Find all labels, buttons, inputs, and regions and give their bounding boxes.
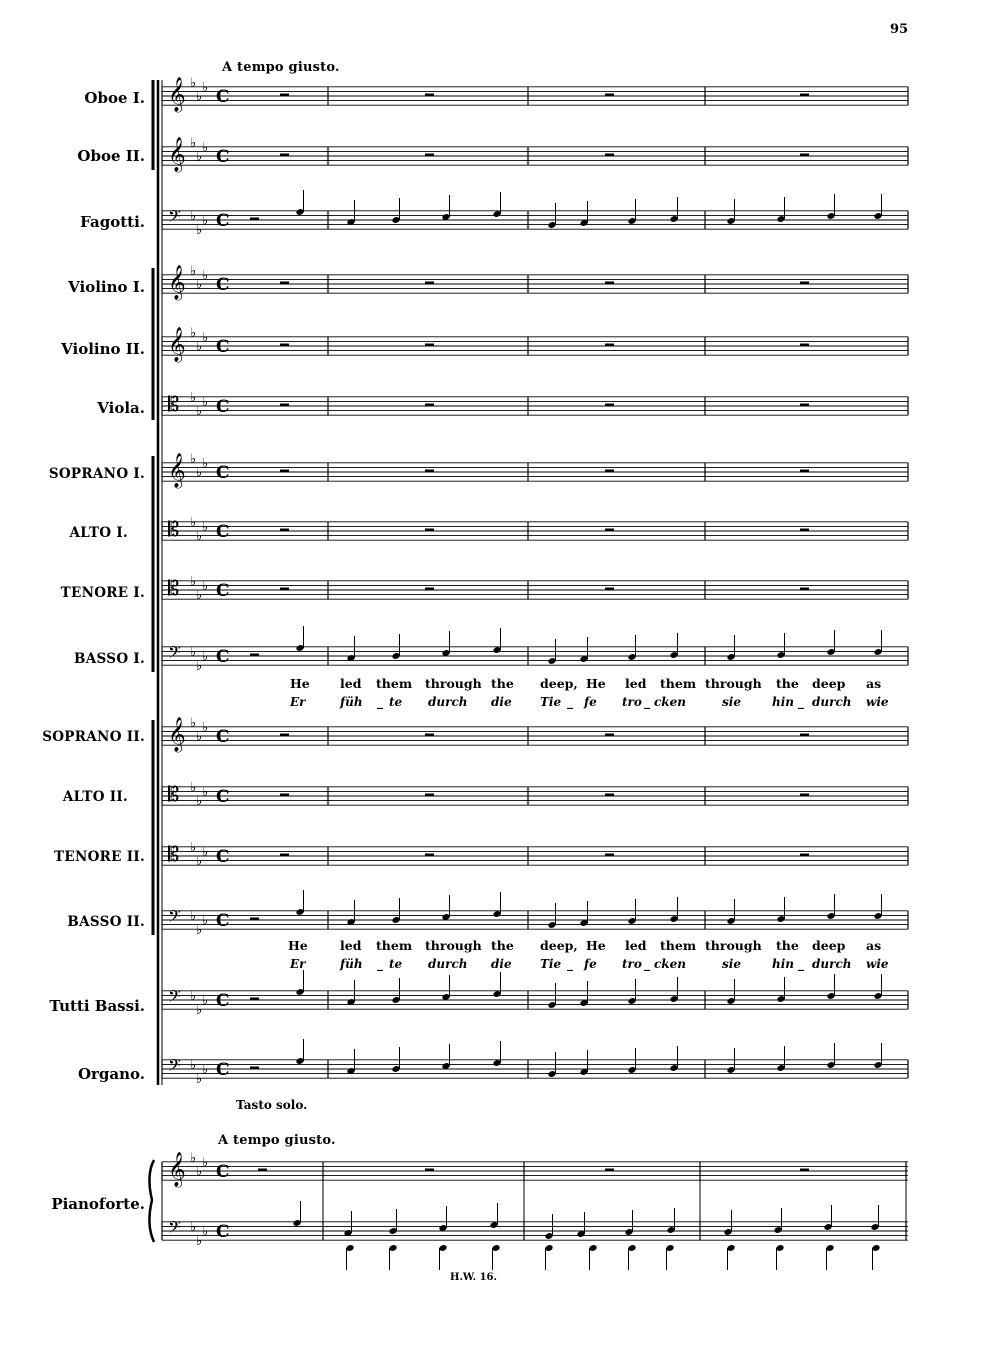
staff-11-rest [605, 734, 614, 737]
staff-9-rest [605, 588, 614, 591]
staff-14-key: ♭ [202, 913, 209, 929]
piano-rh-rest [258, 1169, 267, 1172]
staff-6-rest [425, 404, 434, 407]
staff-1-key: ♭ [202, 80, 209, 96]
piano-staff-2-key: ♭ [196, 1233, 203, 1249]
staff-2-key-time: C [216, 147, 230, 167]
staff-16-rest [250, 1067, 259, 1070]
staff-10-rest [250, 654, 259, 657]
staff-11-key: ♭ [196, 729, 203, 745]
staff-9-key-time: C [216, 581, 230, 601]
staff-9-key: ♭ [190, 574, 197, 590]
staff-12-rest [605, 794, 614, 797]
instrument-label-basso-2: BASSO II. [67, 914, 145, 930]
staff-3-clef: 𝄢 [168, 206, 181, 230]
staff-7-rest [605, 470, 614, 473]
staff-7-key: ♭ [202, 456, 209, 472]
instrument-label-tutti-bassi: Tutti Bassi. [49, 997, 145, 1015]
staff-14-rest [250, 918, 259, 921]
piano-staff-1-key-time: C [216, 1162, 230, 1182]
staff-16-key: ♭ [202, 1062, 209, 1078]
staff-12-rest [280, 794, 289, 797]
piano-staff-2-key: ♭ [190, 1220, 197, 1235]
staff-12-key: ♭ [196, 794, 203, 810]
piano-staff-2-key: ♭ [202, 1224, 209, 1240]
staff-6-rest [605, 404, 614, 407]
staff-5-rest [800, 344, 809, 347]
staff-10-clef: 𝄢 [168, 642, 181, 666]
staff-4-rest [800, 282, 809, 285]
staff-8-key: ♭ [202, 520, 209, 535]
piano-rh-rest [605, 1169, 614, 1172]
plate-number: H.W. 16. [450, 1272, 497, 1283]
staff-1-key: ♭ [196, 89, 203, 105]
staff-3-key: ♭ [196, 222, 203, 238]
staff-4-rest [605, 282, 614, 285]
instrument-label-fagotti: Fagotti. [80, 213, 145, 231]
instrument-label-oboe-2: Oboe II. [77, 147, 145, 165]
staff-16-clef: 𝄢 [168, 1055, 181, 1079]
piano-rh-rest [425, 1169, 434, 1172]
instrument-label-soprano-1: SOPRANO I. [48, 466, 145, 482]
staff-4-key: ♭ [202, 268, 209, 284]
instrument-label-soprano-2: SOPRANO II. [42, 729, 145, 745]
staff-7-rest [425, 470, 434, 473]
staff-13-rest [425, 854, 434, 857]
staff-14-clef: 𝄢 [168, 906, 181, 930]
staff-2-clef: 𝄞 [168, 137, 186, 172]
staff-1-rest [605, 94, 614, 97]
piano-staff-2-key-time: C [216, 1222, 230, 1242]
staff-13-key: ♭ [196, 854, 203, 870]
staff-8-clef: 𝄡 [168, 517, 180, 541]
staff-9-rest [800, 588, 809, 591]
staff-1-rest [425, 94, 434, 97]
staff-12-key: ♭ [202, 785, 209, 800]
staff-15-key: ♭ [190, 989, 197, 1004]
organ-direction: Tasto solo. [236, 1098, 308, 1112]
staff-5-key: ♭ [190, 326, 197, 341]
staff-6-clef: 𝄡 [168, 392, 180, 416]
staff-5-rest [425, 344, 434, 347]
staff-3-key: ♭ [190, 209, 197, 224]
staff-14-key: ♭ [196, 922, 203, 938]
staff-3-key-time: C [216, 211, 230, 231]
staff-2-key: ♭ [196, 149, 203, 165]
staff-9-rest [280, 588, 289, 591]
staff-8-key-time: C [216, 522, 230, 542]
staff-3-rest [250, 218, 259, 221]
staff-14-key-time: C [216, 911, 230, 931]
staff-5-rest [280, 344, 289, 347]
staff-13-rest [800, 854, 809, 857]
staff-5-key: ♭ [202, 330, 209, 346]
staff-4-key-time: C [216, 275, 230, 295]
staff-15-clef: 𝄢 [168, 986, 181, 1010]
staff-8-key: ♭ [196, 529, 203, 545]
staff-14-key: ♭ [190, 909, 197, 924]
staff-8-rest [280, 529, 289, 532]
staff-4-key: ♭ [190, 264, 197, 279]
piano-staff-1-key: ♭ [202, 1155, 209, 1171]
page-number: 95 [890, 22, 909, 37]
staff-11-rest [425, 734, 434, 737]
staff-10-key: ♭ [202, 649, 209, 665]
staff-10-key: ♭ [196, 658, 203, 674]
staff-6-rest [800, 404, 809, 407]
staff-16-key: ♭ [196, 1071, 203, 1087]
staff-1-rest [800, 94, 809, 97]
instrument-label-violino-2: Violino II. [61, 340, 145, 358]
staff-1-rest [280, 94, 289, 97]
staff-13-rest [605, 854, 614, 857]
staff-3-key: ♭ [202, 213, 209, 229]
staff-9-key: ♭ [196, 588, 203, 604]
staff-12-key-time: C [216, 787, 230, 807]
instrument-label-basso-1: BASSO I. [74, 651, 145, 667]
staff-9-rest [425, 588, 434, 591]
staff-9-key: ♭ [202, 579, 209, 594]
instrument-label-organo: Organo. [77, 1065, 145, 1083]
staff-11-clef: 𝄞 [168, 717, 186, 752]
staff-16-key: ♭ [190, 1058, 197, 1073]
piano-brace [149, 1160, 154, 1242]
staff-11-rest [280, 734, 289, 737]
staff-6-key-time: C [216, 397, 230, 417]
instrument-label-tenore-1: TENORE I. [60, 585, 145, 601]
staff-6-key: ♭ [190, 390, 197, 406]
staff-10-key: ♭ [190, 645, 197, 660]
piano-staff-1-key: ♭ [190, 1151, 197, 1166]
staff-2-rest [425, 154, 434, 157]
staff-7-key-time: C [216, 463, 230, 483]
staff-5-key-time: C [216, 337, 230, 357]
staff-11-rest [800, 734, 809, 737]
piano-staff-2-clef: 𝄢 [168, 1217, 181, 1241]
staff-4-rest [280, 282, 289, 285]
staff-4-key: ♭ [196, 277, 203, 293]
staff-11-key: ♭ [190, 716, 197, 731]
staff-8-rest [605, 529, 614, 532]
staff-15-key: ♭ [196, 1002, 203, 1018]
staff-7-key: ♭ [190, 452, 197, 467]
staff-12-key: ♭ [190, 780, 197, 796]
tempo-marking: A tempo giusto. [222, 60, 340, 75]
piano-staff-1-clef: 𝄞 [168, 1152, 186, 1187]
staff-13-key: ♭ [190, 840, 197, 856]
instrument-label-alto-1: ALTO I. [69, 525, 128, 541]
staff-10-key-time: C [216, 647, 230, 667]
instrument-label-pianoforte: Pianoforte. [51, 1195, 145, 1213]
staff-6-key: ♭ [196, 404, 203, 420]
staff-4-rest [425, 282, 434, 285]
staff-8-key: ♭ [190, 515, 197, 531]
staff-16-key-time: C [216, 1060, 230, 1080]
instrument-label-oboe-1: Oboe I. [84, 89, 145, 107]
staff-15-key: ♭ [202, 993, 209, 1009]
piano-tempo-marking: A tempo giusto. [218, 1133, 336, 1148]
instrument-label-tenore-2: TENORE II. [54, 849, 145, 865]
staff-12-rest [800, 794, 809, 797]
staff-1-key-time: C [216, 87, 230, 107]
staff-15-key-time: C [216, 991, 230, 1011]
staff-8-rest [800, 529, 809, 532]
staff-7-clef: 𝄞 [168, 453, 186, 488]
staff-12-clef: 𝄡 [168, 782, 180, 806]
staff-7-rest [800, 470, 809, 473]
piano-rh-rest [800, 1169, 809, 1172]
staff-5-key: ♭ [196, 339, 203, 355]
staff-1-key: ♭ [190, 76, 197, 91]
staff-12-rest [425, 794, 434, 797]
staff-13-rest [280, 854, 289, 857]
staff-13-key: ♭ [202, 845, 209, 860]
staff-15-rest [250, 998, 259, 1001]
staff-11-key: ♭ [202, 720, 209, 736]
staff-2-key: ♭ [190, 136, 197, 151]
piano-staff-1-key: ♭ [196, 1164, 203, 1180]
staff-6-rest [280, 404, 289, 407]
staff-7-key: ♭ [196, 465, 203, 481]
staff-2-key: ♭ [202, 140, 209, 156]
staff-13-key-time: C [216, 847, 230, 867]
staff-11-key-time: C [216, 727, 230, 747]
staff-5-clef: 𝄞 [168, 327, 186, 362]
staff-1-clef: 𝄞 [168, 77, 186, 112]
staff-4-clef: 𝄞 [168, 265, 186, 300]
staff-2-rest [800, 154, 809, 157]
staff-5-rest [605, 344, 614, 347]
staff-6-key: ♭ [202, 395, 209, 410]
instrument-label-violino-1: Violino I. [68, 278, 145, 296]
staff-9-clef: 𝄡 [168, 576, 180, 600]
instrument-label-alto-2: ALTO II. [62, 789, 128, 805]
staff-8-rest [425, 529, 434, 532]
staff-2-rest [280, 154, 289, 157]
staff-2-rest [605, 154, 614, 157]
instrument-label-viola: Viola. [97, 399, 145, 417]
staff-13-clef: 𝄡 [168, 842, 180, 866]
staff-7-rest [280, 470, 289, 473]
